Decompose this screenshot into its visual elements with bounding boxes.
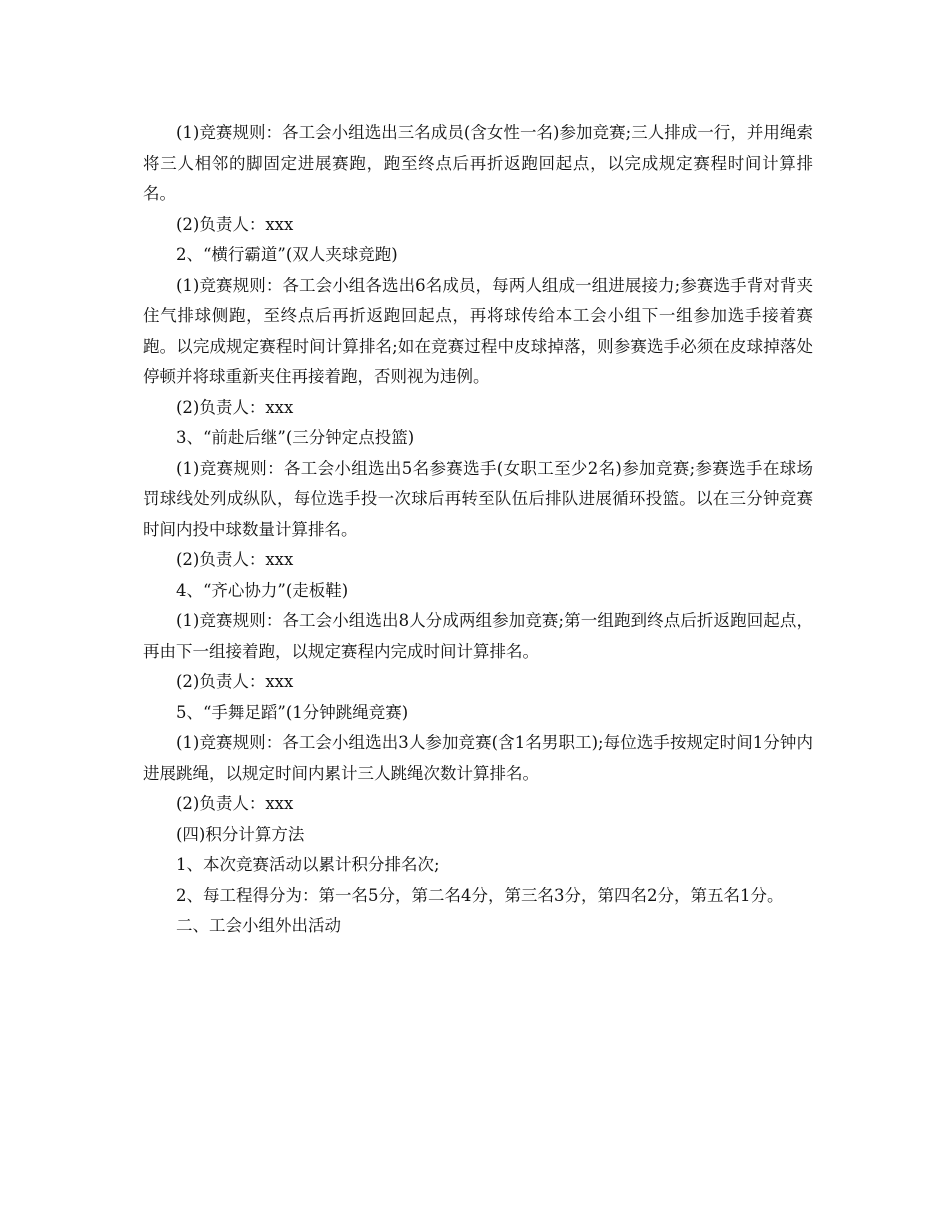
section-heading-outing: 二、工会小组外出活动 (176, 916, 341, 935)
rule-board-shoes: (1)竞赛规则：各工会小组选出8人分成两组参加竞赛;第一组跑到终点后折返跑回起点，再由下一组接着跑，以规定赛程内完成时间计算排名。 (143, 611, 813, 661)
section-heading-scoring: (四)积分计算方法 (176, 824, 305, 844)
rule-basketball-shooting: (1)竞赛规则：各工会小组选出5名参赛选手(女职工至少2名)参加竞赛;参赛选手在球场罚球线处列成纵队，每位选手投一次球后再转至队伍后排队进展循环投篮。以在三分钟竞赛时间内投中球数量计算排名。 (143, 458, 813, 539)
rule-three-legged-race: (1)竞赛规则：各工会小组选出三名成员(含女性一名)参加竞赛;三人排成一行，并用绳索将三人相邻的脚固定进展赛跑，跑至终点后再折返跑回起点，以完成规定赛程时间计算排名。 (143, 123, 813, 203)
responsible-person-5: (2)负责人：xxx (176, 794, 294, 813)
responsible-person-3: (2)负责人：xxx (176, 550, 294, 569)
scoring-rule-2: 2、每工程得分为：第一名5分，第二名4分，第三名3分，第四名2分，第五名1分。 (176, 885, 784, 905)
event-heading-2: 2、“横行霸道”(双人夹球竞跑) (176, 245, 398, 264)
responsible-person-2: (2)负责人：xxx (176, 397, 294, 417)
document-body (143, 118, 813, 942)
scoring-rule-1: 1、本次竞赛活动以累计积分排名次; (176, 855, 440, 874)
event-heading-5: 5、“手舞足蹈”(1分钟跳绳竞赛) (176, 702, 409, 722)
rule-ball-relay: (1)竞赛规则：各工会小组各选出6名成员，每两人组成一组进展接力;参赛选手背对背夹住气排球侧跑，至终点后再折返跑回起点，再将球传给本工会小组下一组参加选手接着赛跑。以完成规定赛程时间计算排名;如在竞赛过程中皮球掉落，则参赛选手必须在皮球掉落处停顿并将球重新夹住再接着跑，否则视为违例。 (143, 275, 813, 386)
event-heading-3: 3、“前赴后继”(三分钟定点投篮) (176, 428, 415, 447)
responsible-person-1: (2)负责人：xxx (176, 214, 294, 234)
rule-rope-skipping: (1)竞赛规则：各工会小组选出3人参加竞赛(含1名男职工);每位选手按规定时间1分钟内进展跳绳，以规定时间内累计三人跳绳次数计算排名。 (143, 733, 813, 783)
event-heading-4: 4、“齐心协力”(走板鞋) (176, 580, 349, 600)
responsible-person-4: (2)负责人：xxx (176, 672, 294, 691)
